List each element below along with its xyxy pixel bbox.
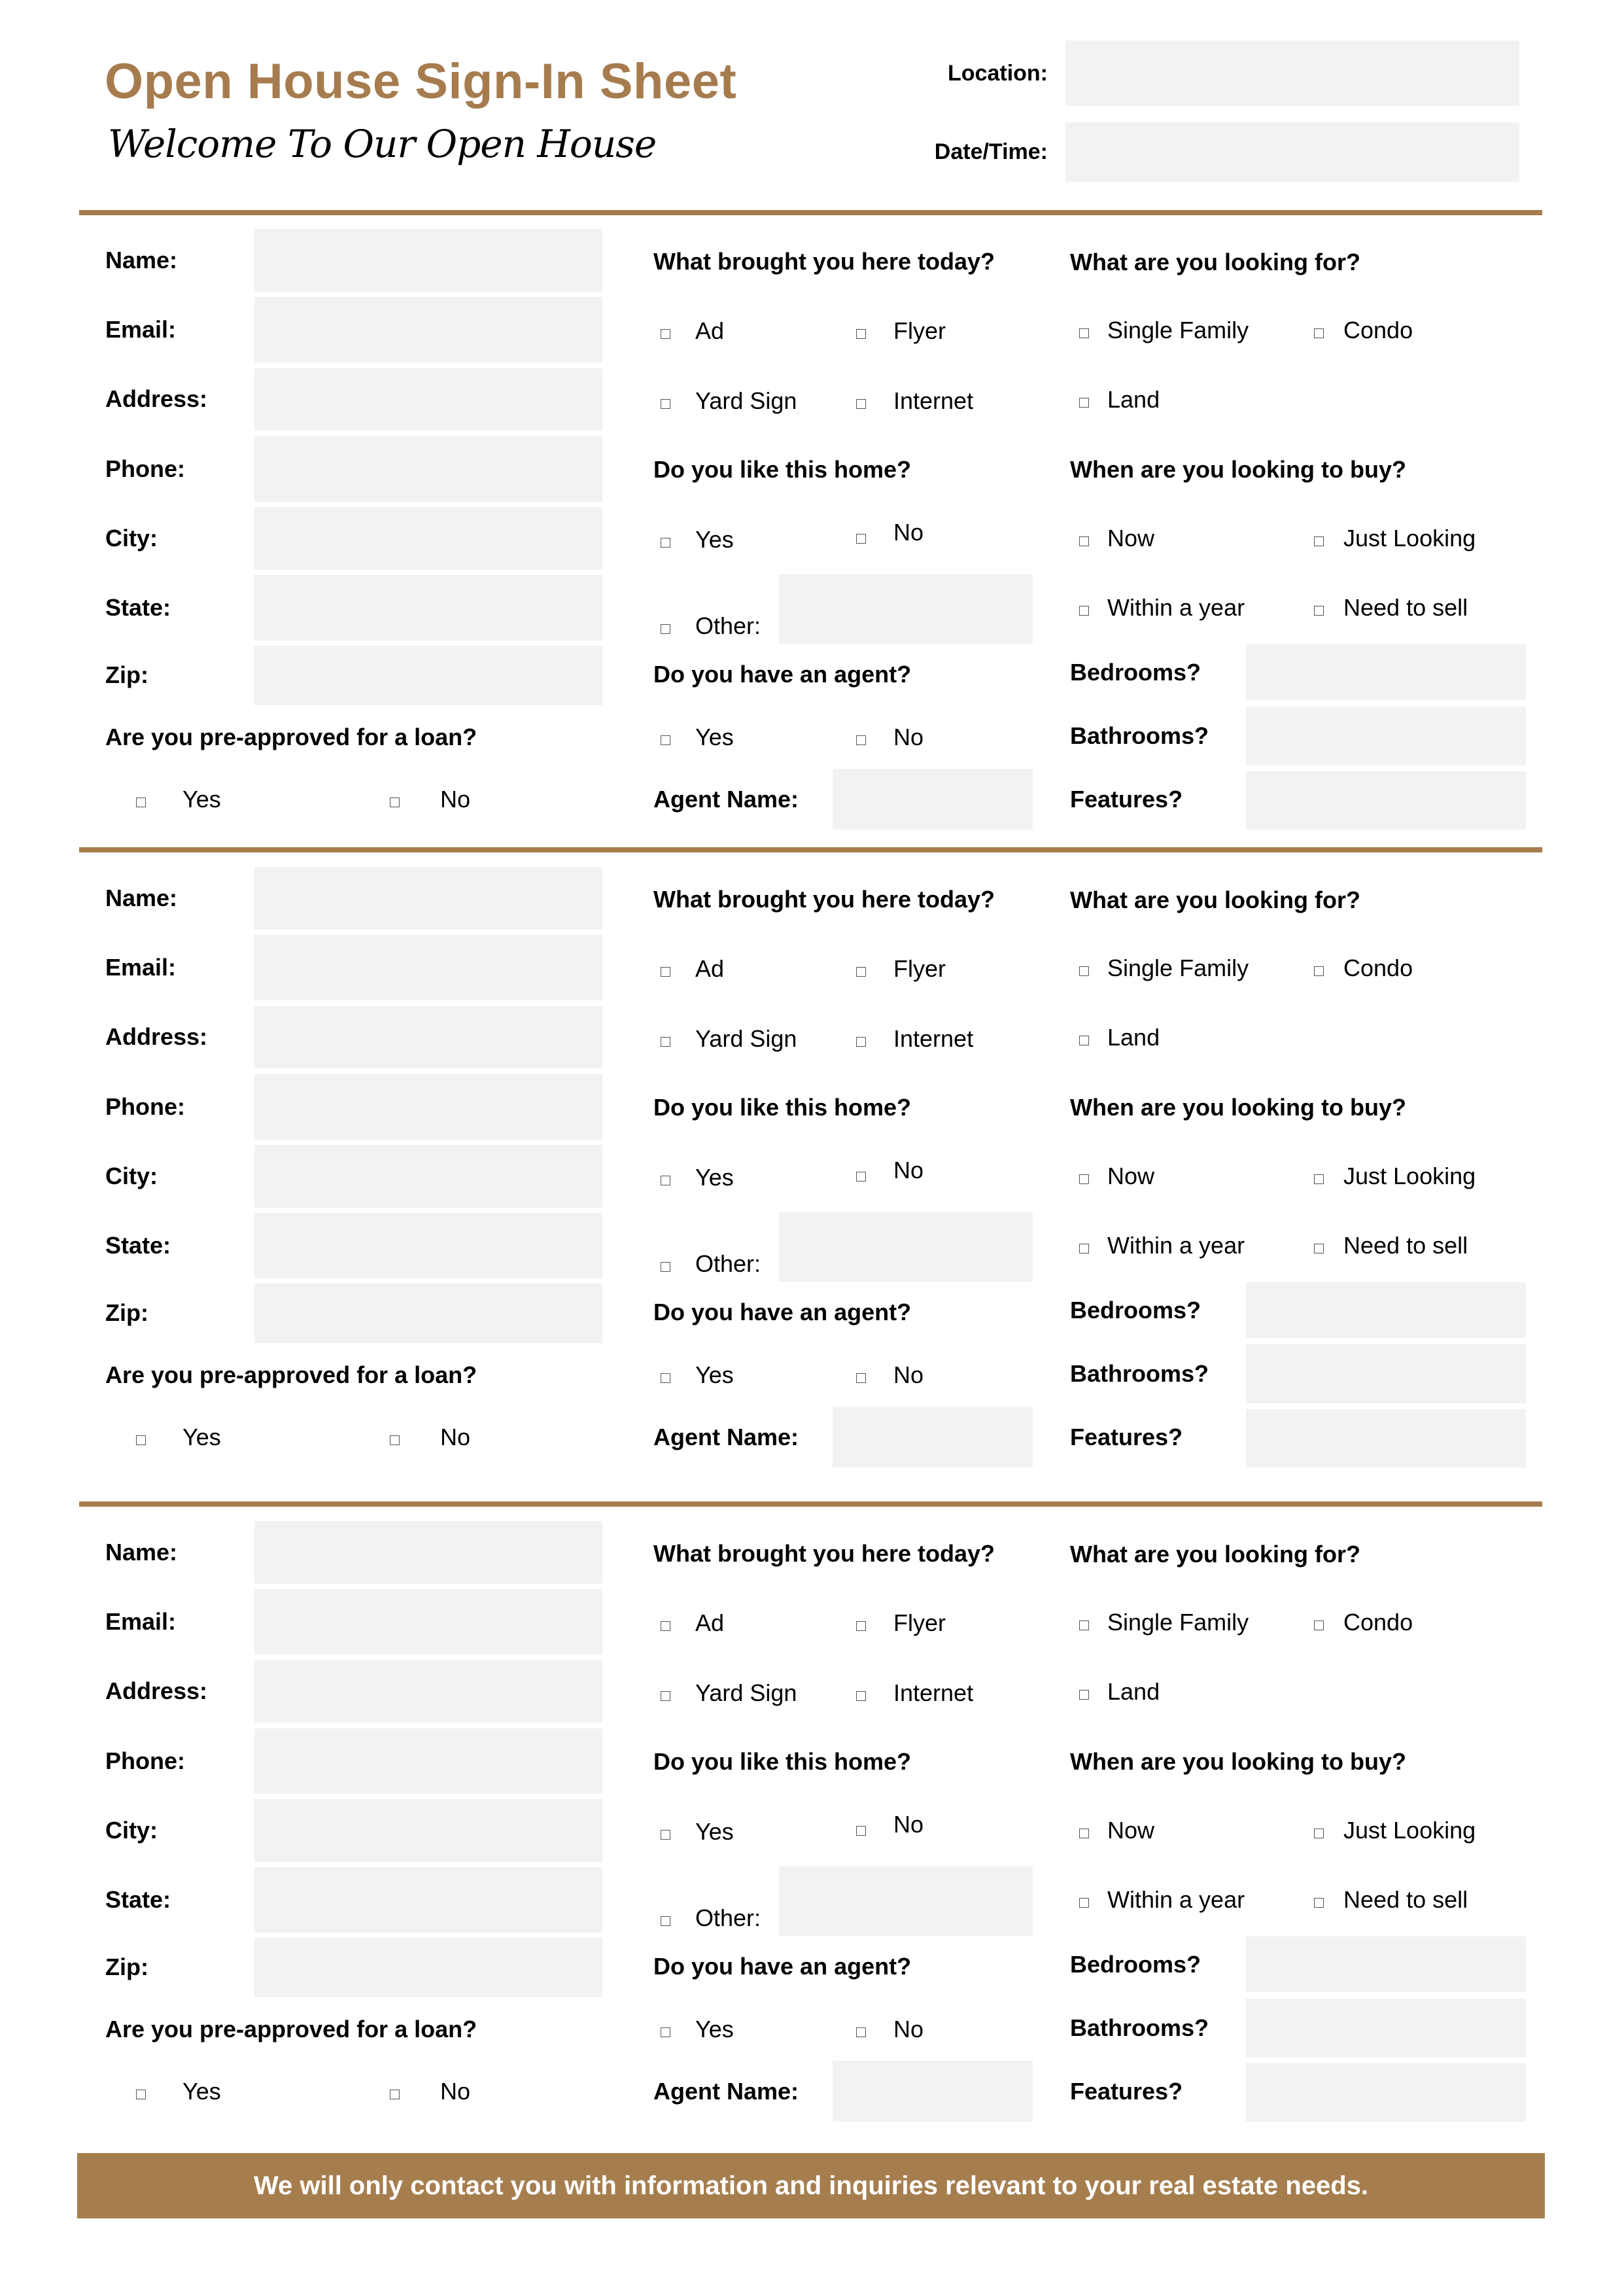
checkbox-icon[interactable] <box>1079 966 1089 976</box>
checkbox-icon[interactable] <box>1079 606 1089 616</box>
like-yes-option[interactable] <box>661 525 734 554</box>
zip-label: Zip: <box>105 1953 148 1980</box>
checkbox-icon[interactable] <box>856 534 866 544</box>
brought-yard-sign-option[interactable] <box>661 1025 797 1053</box>
option-label: Ad <box>695 1609 725 1636</box>
agent-name-field[interactable] <box>833 1407 1033 1467</box>
checkbox-icon[interactable] <box>661 1621 670 1631</box>
option-label: Other: <box>695 612 761 639</box>
looking-single-family-option[interactable] <box>1079 316 1249 345</box>
option-label: No <box>893 2016 924 2042</box>
option-label: No <box>440 786 471 813</box>
phone-field[interactable] <box>254 436 602 502</box>
checkbox-icon[interactable] <box>856 967 866 977</box>
location-field[interactable] <box>1065 41 1519 106</box>
option-label: Yes <box>182 786 221 813</box>
looking-single-family-option[interactable] <box>1079 954 1249 983</box>
checkbox-icon[interactable] <box>1314 536 1324 546</box>
checkbox-icon[interactable] <box>661 329 670 339</box>
loan-question: Are you pre-approved for a loan? <box>105 724 477 750</box>
bedrooms-field[interactable] <box>1246 1282 1526 1338</box>
state-field[interactable] <box>254 575 602 640</box>
option-label: Condo <box>1343 955 1413 981</box>
features-label: Features? <box>1070 1424 1183 1450</box>
checkbox-icon[interactable] <box>1079 1244 1089 1253</box>
features-field[interactable] <box>1246 1409 1526 1467</box>
loan-no-option[interactable] <box>390 785 470 814</box>
checkbox-icon[interactable] <box>856 1037 866 1047</box>
when-just-looking-option[interactable] <box>1314 1162 1476 1191</box>
phone-label: Phone: <box>105 1093 185 1120</box>
like-yes-option[interactable] <box>661 1817 734 1846</box>
page-title: Open House Sign-In Sheet <box>105 54 737 109</box>
address-field[interactable] <box>254 368 602 430</box>
phone-field[interactable] <box>254 1728 602 1794</box>
features-field[interactable] <box>1246 2063 1526 2122</box>
agent-question: Do you have an agent? <box>653 661 912 688</box>
option-label: Other: <box>695 1904 761 1931</box>
looking-land-option[interactable] <box>1079 385 1160 414</box>
when-need-to-sell-option[interactable] <box>1314 1885 1468 1914</box>
option-label: Single Family <box>1107 317 1249 343</box>
option-label: Yes <box>695 1361 734 1388</box>
option-label: Now <box>1107 525 1155 552</box>
state-label: State: <box>105 1232 171 1259</box>
when-within-year-option[interactable] <box>1079 1885 1245 1914</box>
option-label: Now <box>1107 1163 1155 1189</box>
option-label: Just Looking <box>1343 1163 1476 1189</box>
address-field[interactable] <box>254 1006 602 1068</box>
when-buy-question: When are you looking to buy? <box>1070 456 1407 483</box>
when-within-year-option[interactable] <box>1079 1231 1245 1260</box>
option-label: Condo <box>1343 317 1413 343</box>
checkbox-icon[interactable] <box>1079 1898 1089 1908</box>
bedrooms-field[interactable] <box>1246 644 1526 700</box>
zip-field[interactable] <box>254 646 602 705</box>
like-no-option[interactable] <box>856 1157 924 1185</box>
phone-label: Phone: <box>105 455 185 482</box>
state-field[interactable] <box>254 1213 602 1278</box>
visitor-entry-1 <box>0 215 1624 863</box>
option-label: Yes <box>695 526 734 553</box>
looking-condo-option[interactable] <box>1314 316 1413 345</box>
option-label: Just Looking <box>1343 525 1476 552</box>
checkbox-icon[interactable] <box>136 797 146 807</box>
checkbox-icon[interactable] <box>661 1691 670 1701</box>
brought-flyer-option[interactable] <box>856 317 946 345</box>
like-yes-option[interactable] <box>661 1163 734 1192</box>
address-field[interactable] <box>254 1660 602 1723</box>
brought-internet-option[interactable] <box>856 1025 973 1053</box>
brought-ad-option[interactable] <box>661 317 724 345</box>
datetime-label: Date/Time: <box>934 139 1048 164</box>
checkbox-icon[interactable] <box>1314 1898 1324 1908</box>
address-label: Address: <box>105 385 208 412</box>
checkbox-icon[interactable] <box>856 1826 866 1836</box>
checkbox-icon[interactable] <box>856 1691 866 1701</box>
visitor-entry-3 <box>0 1507 1624 2155</box>
looking-condo-option[interactable] <box>1314 1608 1413 1637</box>
option-label: Within a year <box>1107 594 1245 621</box>
when-just-looking-option[interactable] <box>1314 1816 1476 1845</box>
option-label: Internet <box>893 387 974 414</box>
agent-yes-option[interactable] <box>661 2015 734 2044</box>
bedrooms-label: Bedrooms? <box>1070 1297 1201 1323</box>
checkbox-icon[interactable] <box>856 329 866 339</box>
brought-question: What brought you here today? <box>653 1540 995 1567</box>
checkbox-icon[interactable] <box>856 399 866 409</box>
datetime-field[interactable] <box>1065 122 1519 182</box>
option-label: Yes <box>182 1424 221 1450</box>
name-label: Name: <box>105 885 178 911</box>
brought-flyer-option[interactable] <box>856 1609 946 1638</box>
checkbox-icon[interactable] <box>661 735 670 745</box>
loan-question: Are you pre-approved for a loan? <box>105 1361 477 1388</box>
option-label: Just Looking <box>1343 1817 1476 1844</box>
agent-yes-option[interactable] <box>661 723 734 752</box>
option-label: Internet <box>893 1679 974 1706</box>
bedrooms-label: Bedrooms? <box>1070 1951 1201 1978</box>
option-label: No <box>893 1361 924 1388</box>
agent-no-option[interactable] <box>856 723 924 752</box>
name-label: Name: <box>105 1539 178 1566</box>
checkbox-icon[interactable] <box>661 1262 670 1272</box>
when-just-looking-option[interactable] <box>1314 524 1476 553</box>
like-other-option[interactable] <box>661 612 761 640</box>
features-label: Features? <box>1070 786 1183 813</box>
checkbox-icon[interactable] <box>1314 606 1324 616</box>
like-no-option[interactable] <box>856 1811 924 1839</box>
agent-name-label: Agent Name: <box>653 1424 799 1450</box>
looking-condo-option[interactable] <box>1314 954 1413 983</box>
agent-name-label: Agent Name: <box>653 2078 799 2105</box>
looking-land-option[interactable] <box>1079 1677 1160 1706</box>
when-within-year-option[interactable] <box>1079 593 1245 622</box>
like-home-question: Do you like this home? <box>653 456 912 483</box>
option-label: No <box>893 1157 924 1183</box>
checkbox-icon[interactable] <box>1314 1244 1324 1253</box>
option-label: Land <box>1107 1024 1160 1051</box>
agent-no-option[interactable] <box>856 1361 924 1390</box>
when-now-option[interactable] <box>1079 524 1154 553</box>
email-label: Email: <box>105 316 177 343</box>
loan-yes-option[interactable] <box>136 785 221 814</box>
option-label: No <box>893 519 924 546</box>
brought-question: What brought you here today? <box>653 248 995 275</box>
checkbox-icon[interactable] <box>856 735 866 745</box>
name-label: Name: <box>105 247 178 273</box>
checkbox-icon[interactable] <box>1079 1621 1089 1630</box>
city-field[interactable] <box>254 1145 602 1208</box>
checkbox-icon[interactable] <box>1314 1621 1324 1630</box>
agent-no-option[interactable] <box>856 2015 924 2044</box>
checkbox-icon[interactable] <box>1079 398 1089 408</box>
email-field[interactable] <box>254 935 602 1000</box>
loan-no-option[interactable] <box>390 2077 470 2106</box>
checkbox-icon[interactable] <box>1079 1036 1089 1045</box>
option-label: No <box>440 2078 471 2105</box>
brought-yard-sign-option[interactable] <box>661 387 797 415</box>
when-buy-question: When are you looking to buy? <box>1070 1094 1407 1121</box>
option-label: Ad <box>695 317 725 344</box>
option-label: Within a year <box>1107 1886 1245 1913</box>
option-label: No <box>440 1424 471 1450</box>
agent-yes-option[interactable] <box>661 1361 734 1390</box>
email-label: Email: <box>105 954 177 981</box>
option-label: Land <box>1107 1678 1160 1705</box>
email-label: Email: <box>105 1608 177 1635</box>
agent-question: Do you have an agent? <box>653 1299 912 1325</box>
looking-for-question: What are you looking for? <box>1070 1541 1361 1568</box>
option-label: Yard Sign <box>695 1679 797 1706</box>
option-label: Internet <box>893 1025 974 1052</box>
option-label: Yard Sign <box>695 1025 797 1052</box>
when-need-to-sell-option[interactable] <box>1314 1231 1468 1260</box>
features-label: Features? <box>1070 2078 1183 2105</box>
agent-name-field[interactable] <box>833 769 1033 830</box>
checkbox-icon[interactable] <box>661 1373 670 1383</box>
city-label: City: <box>105 1817 158 1844</box>
checkbox-icon[interactable] <box>1314 1829 1324 1838</box>
checkbox-icon[interactable] <box>661 2027 670 2037</box>
looking-land-option[interactable] <box>1079 1023 1160 1052</box>
state-field[interactable] <box>254 1867 602 1933</box>
bathrooms-field[interactable] <box>1246 707 1526 765</box>
when-now-option[interactable] <box>1079 1816 1154 1845</box>
option-label: Yes <box>182 2078 221 2105</box>
looking-for-question: What are you looking for? <box>1070 886 1361 913</box>
checkbox-icon[interactable] <box>136 2090 146 2099</box>
looking-single-family-option[interactable] <box>1079 1608 1249 1637</box>
name-field[interactable] <box>254 1521 602 1584</box>
checkbox-icon[interactable] <box>856 2027 866 2037</box>
city-field[interactable] <box>254 507 602 570</box>
option-label: Yes <box>695 1818 734 1845</box>
bathrooms-field[interactable] <box>1246 1344 1526 1403</box>
option-label: Flyer <box>893 1609 946 1636</box>
zip-label: Zip: <box>105 1299 148 1326</box>
option-label: Yes <box>695 1164 734 1191</box>
checkbox-icon[interactable] <box>1079 536 1089 546</box>
option-label: Need to sell <box>1343 1232 1468 1259</box>
name-field[interactable] <box>254 229 602 292</box>
zip-field[interactable] <box>254 1938 602 1997</box>
bathrooms-field[interactable] <box>1246 1999 1526 2058</box>
agent-name-field[interactable] <box>833 2061 1033 2122</box>
option-label: Yes <box>695 724 734 750</box>
checkbox-icon[interactable] <box>1079 328 1089 338</box>
brought-question: What brought you here today? <box>653 886 995 913</box>
features-field[interactable] <box>1246 771 1526 830</box>
city-label: City: <box>105 525 158 552</box>
bedrooms-field[interactable] <box>1246 1936 1526 1992</box>
when-now-option[interactable] <box>1079 1162 1154 1191</box>
option-label: Land <box>1107 386 1160 413</box>
state-label: State: <box>105 1886 171 1913</box>
section-divider <box>79 1501 1542 1507</box>
brought-internet-option[interactable] <box>856 387 973 415</box>
checkbox-icon[interactable] <box>661 399 670 409</box>
loan-question: Are you pre-approved for a loan? <box>105 2016 477 2042</box>
privacy-notice-text: We will only contact you with information and inquiries relevant to your real estate needs. <box>253 2171 1369 2200</box>
location-label: Location: <box>948 61 1048 86</box>
agent-name-label: Agent Name: <box>653 786 799 813</box>
bathrooms-label: Bathrooms? <box>1070 722 1209 749</box>
checkbox-icon[interactable] <box>390 1435 400 1445</box>
option-label: Other: <box>695 1250 761 1277</box>
privacy-notice-banner <box>77 2153 1545 2218</box>
brought-flyer-option[interactable] <box>856 955 946 983</box>
checkbox-icon[interactable] <box>1314 1174 1324 1184</box>
section-divider <box>79 210 1542 215</box>
page-subtitle: Welcome To Our Open House <box>108 122 657 166</box>
option-label: Ad <box>695 955 725 982</box>
option-label: Flyer <box>893 955 946 982</box>
when-need-to-sell-option[interactable] <box>1314 593 1468 622</box>
email-field[interactable] <box>254 1589 602 1655</box>
checkbox-icon[interactable] <box>1314 328 1324 338</box>
checkbox-icon[interactable] <box>661 538 670 548</box>
address-label: Address: <box>105 1677 208 1704</box>
phone-field[interactable] <box>254 1074 602 1140</box>
checkbox-icon[interactable] <box>1079 1829 1089 1838</box>
agent-question: Do you have an agent? <box>653 1953 912 1980</box>
when-buy-question: When are you looking to buy? <box>1070 1748 1407 1775</box>
checkbox-icon[interactable] <box>856 1172 866 1182</box>
looking-for-question: What are you looking for? <box>1070 249 1361 275</box>
bathrooms-label: Bathrooms? <box>1070 1360 1209 1387</box>
like-other-option[interactable] <box>661 1250 761 1278</box>
like-no-option[interactable] <box>856 519 924 547</box>
zip-label: Zip: <box>105 661 148 688</box>
checkbox-icon[interactable] <box>1314 966 1324 976</box>
checkbox-icon[interactable] <box>390 797 400 807</box>
city-label: City: <box>105 1163 158 1189</box>
checkbox-icon[interactable] <box>136 1435 146 1445</box>
brought-internet-option[interactable] <box>856 1679 973 1708</box>
brought-yard-sign-option[interactable] <box>661 1679 797 1708</box>
option-label: Need to sell <box>1343 594 1468 621</box>
option-label: Flyer <box>893 317 946 344</box>
brought-ad-option[interactable] <box>661 1609 724 1638</box>
checkbox-icon[interactable] <box>1079 1690 1089 1700</box>
option-label: Single Family <box>1107 955 1249 981</box>
visitor-entry-2 <box>0 853 1624 1501</box>
checkbox-icon[interactable] <box>661 1176 670 1185</box>
name-field[interactable] <box>254 867 602 930</box>
like-home-question: Do you like this home? <box>653 1094 912 1121</box>
option-label: Yard Sign <box>695 387 797 414</box>
address-label: Address: <box>105 1023 208 1050</box>
email-field[interactable] <box>254 297 602 362</box>
like-other-option[interactable] <box>661 1904 761 1933</box>
other-field[interactable] <box>779 1212 1033 1282</box>
option-label: Now <box>1107 1817 1155 1844</box>
checkbox-icon[interactable] <box>1079 1174 1089 1184</box>
phone-label: Phone: <box>105 1747 185 1774</box>
option-label: Single Family <box>1107 1609 1249 1636</box>
checkbox-icon[interactable] <box>661 967 670 977</box>
loan-yes-option[interactable] <box>136 1423 221 1452</box>
option-label: No <box>893 1811 924 1838</box>
other-field[interactable] <box>779 574 1033 644</box>
loan-yes-option[interactable] <box>136 2077 221 2106</box>
checkbox-icon[interactable] <box>390 2090 400 2099</box>
city-field[interactable] <box>254 1799 602 1862</box>
option-label: Yes <box>695 2016 734 2042</box>
option-label: Condo <box>1343 1609 1413 1636</box>
checkbox-icon[interactable] <box>856 1621 866 1631</box>
checkbox-icon[interactable] <box>856 1373 866 1383</box>
checkbox-icon[interactable] <box>661 624 670 634</box>
option-label: Need to sell <box>1343 1886 1468 1913</box>
loan-no-option[interactable] <box>390 1423 470 1452</box>
bathrooms-label: Bathrooms? <box>1070 2014 1209 2041</box>
other-field[interactable] <box>779 1866 1033 1936</box>
bedrooms-label: Bedrooms? <box>1070 659 1201 686</box>
like-home-question: Do you like this home? <box>653 1748 912 1775</box>
option-label: No <box>893 724 924 750</box>
checkbox-icon[interactable] <box>661 1830 670 1840</box>
checkbox-icon[interactable] <box>661 1037 670 1047</box>
checkbox-icon[interactable] <box>661 1916 670 1926</box>
option-label: Within a year <box>1107 1232 1245 1259</box>
state-label: State: <box>105 594 171 621</box>
zip-field[interactable] <box>254 1284 602 1343</box>
brought-ad-option[interactable] <box>661 955 724 983</box>
